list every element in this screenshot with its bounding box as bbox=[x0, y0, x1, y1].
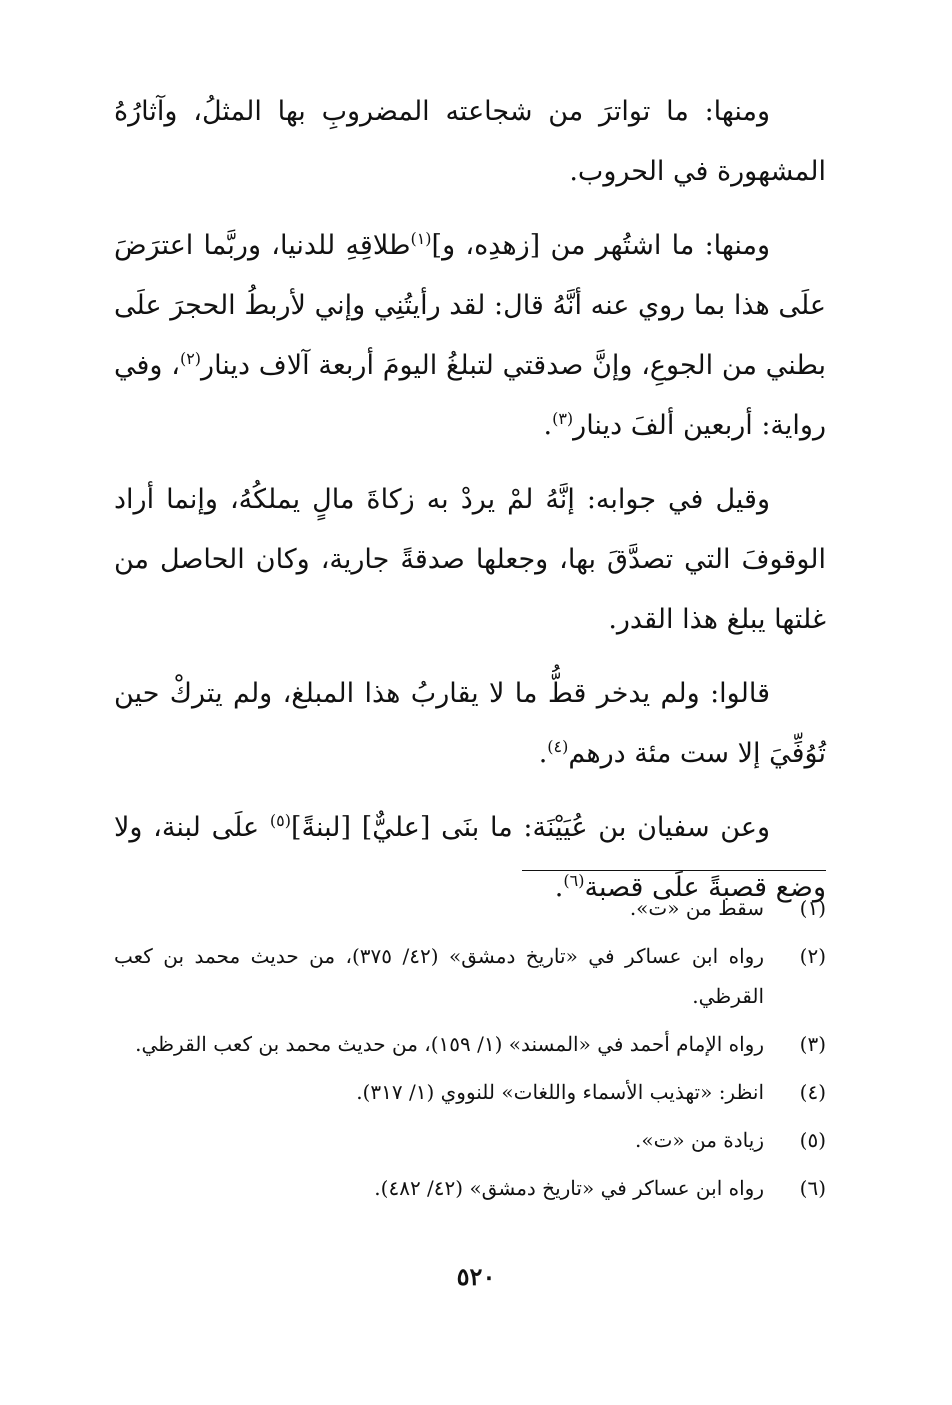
footnote bbox=[114, 1168, 826, 1208]
paragraph: وقيل في جوابه: إنَّهُ لمْ يردْ به زكاةَ مالٍ يملكُهُ، وإنما أراد الوقوفَ التي تصدَّقَ بها، وجعلها صدقةً جارية، وكان الحاصل من غلتها يبلغ هذا القدر. bbox=[114, 484, 826, 635]
footnote-number: (٢) bbox=[799, 944, 826, 968]
footnote bbox=[114, 1024, 826, 1064]
footnote-marker: (٦) bbox=[563, 871, 585, 890]
text-segment: ومنها: ما اشتُهر من [زهدِه، و] bbox=[431, 230, 770, 261]
footnote bbox=[114, 1120, 826, 1160]
footnote-marker: (٣) bbox=[552, 409, 574, 428]
footnote-divider bbox=[522, 870, 826, 871]
footnote-text: رواه ابن عساكر في «تاريخ دمشق» (٤٢/ ٣٧٥)، من حديث محمد بن كعب القرظي. bbox=[114, 944, 764, 1008]
paragraph bbox=[114, 216, 826, 456]
footnotes bbox=[114, 888, 826, 1216]
footnote-text: رواه الإمام أحمد في «المسند» (١/ ١٥٩)، من حديث محمد بن كعب القرظي. bbox=[135, 1032, 764, 1056]
page-number: ٥٢٠ bbox=[456, 1262, 496, 1291]
footnote-marker: (٤) bbox=[547, 737, 569, 756]
text-segment: . bbox=[554, 872, 564, 903]
footnote-number: (١) bbox=[799, 896, 826, 920]
footnote bbox=[114, 888, 826, 928]
footnote-marker: (٢) bbox=[179, 349, 202, 368]
main-text bbox=[114, 82, 826, 932]
footnote-marker: (١) bbox=[410, 229, 432, 248]
text-segment: قالوا: ولم يدخر قطُّ ما لا يقاربُ هذا المبلغ، ولم يتركْ حين تُوُفِّيَ إلا ست مئة درهم bbox=[114, 678, 826, 769]
footnote-text: انظر: «تهذيب الأسماء واللغات» للنووي (١/ ٣١٧). bbox=[356, 1080, 764, 1104]
footnote-number: (٤) bbox=[799, 1080, 826, 1104]
text-segment: ، وفي رواية: أربعين ألفَ دينار bbox=[114, 350, 826, 441]
text-segment: . bbox=[538, 738, 548, 769]
footnote-text: زيادة من «ت». bbox=[634, 1128, 764, 1152]
footnote-number: (٥) bbox=[799, 1128, 826, 1152]
footnote bbox=[114, 1072, 826, 1112]
footnote-marker: (٥) bbox=[269, 811, 291, 830]
text-segment: . bbox=[543, 410, 553, 441]
footnote-number: (٦) bbox=[799, 1176, 826, 1200]
text-segment: وعن سفيان بن عُيَيْنَة: ما بنَى [عليٌّ] [لبنةً] bbox=[290, 812, 770, 843]
footnote-text: رواه ابن عساكر في «تاريخ دمشق» (٤٢/ ٤٨٢). bbox=[374, 1176, 764, 1200]
footnote-text: سقط من «ت». bbox=[629, 896, 764, 920]
paragraph: ومنها: ما تواترَ من شجاعته المضروبِ بها المثلُ، وآثارُهُ المشهورة في الحروب. bbox=[114, 96, 826, 187]
text-segment: طلاقِهِ للدنيا، وربَّما اعترَضَ علَى هذا بما روي عنه أنَّهُ قال: لقد رأيتُنِي وإني لأربطُ الحجرَ علَى بطني من الجوعِ، وإنَّ صدقتي لتبلغُ اليومَ أربعة آلاف دينار bbox=[114, 230, 826, 381]
footnote bbox=[114, 936, 826, 1016]
footnote-number: (٣) bbox=[799, 1032, 826, 1056]
paragraph bbox=[114, 664, 826, 784]
text-segment: علَى لبنة، ولا وضع قصبةً علَى قصبة bbox=[114, 812, 826, 903]
